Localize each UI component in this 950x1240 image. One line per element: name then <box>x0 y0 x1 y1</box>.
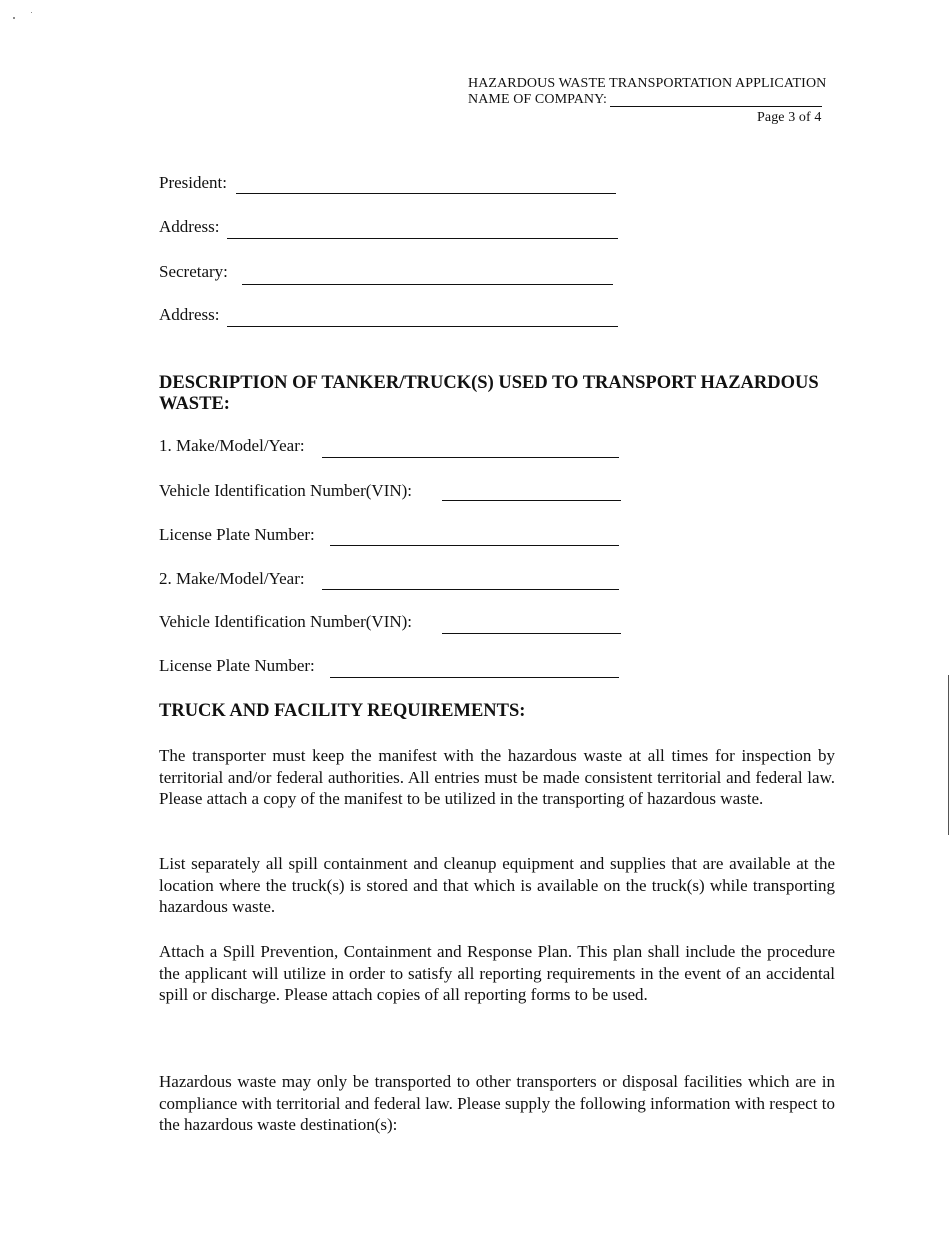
vehicle2-make-label: 2. Make/Model/Year: <box>159 569 305 588</box>
vehicle2-make-field[interactable] <box>322 589 619 590</box>
secretary-address-field[interactable] <box>227 326 618 327</box>
president-address-label: Address: <box>159 217 220 236</box>
president-label: President: <box>159 173 227 192</box>
vehicle-description-heading: DESCRIPTION OF TANKER/TRUCK(S) USED TO TRANSPORT HAZARDOUS <box>159 373 819 393</box>
vehicle1-plate-label: License Plate Number: <box>159 525 315 544</box>
manifest-paragraph: The transporter must keep the manifest with the hazardous waste at all times for inspection by territorial and/or federal authorities. All entries must be made consistent territorial and federal law. Please attach a copy of the manifest to be utilized in the transporting of hazardous waste. <box>159 746 835 809</box>
spill-equipment-paragraph: List separately all spill containment and cleanup equipment and supplies that are available at the location where the truck(s) is stored and that which is available on the truck(s) while transporting hazardous waste. <box>159 854 835 917</box>
vehicle1-make-label: 1. Make/Model/Year: <box>159 436 305 455</box>
scan-edge-mark <box>948 675 949 835</box>
vehicle1-plate-field[interactable] <box>330 545 619 546</box>
vehicle1-vin-label: Vehicle Identification Number(VIN): <box>159 481 413 500</box>
vehicle1-make-field[interactable] <box>322 457 619 458</box>
vehicle1-vin-field[interactable] <box>442 500 621 501</box>
form-title: HAZARDOUS WASTE TRANSPORTATION APPLICATION <box>468 76 827 91</box>
secretary-field[interactable] <box>242 284 613 285</box>
page-number: Page 3 of 4 <box>757 110 822 125</box>
vehicle2-plate-field[interactable] <box>330 677 619 678</box>
company-name-label: NAME OF COMPANY: <box>468 92 608 107</box>
secretary-address-label: Address: <box>159 305 220 324</box>
destination-paragraph: Hazardous waste may only be transported to other transporters or disposal facilities which are in compliance with territorial and federal law. Please supply the following information with respect to the hazardous waste destination(s): <box>159 1072 835 1135</box>
vehicle2-plate-label: License Plate Number: <box>159 656 315 675</box>
scan-speck <box>13 17 15 19</box>
president-address-field[interactable] <box>227 238 618 239</box>
vehicle2-vin-label: Vehicle Identification Number(VIN): <box>159 612 413 631</box>
vehicle2-vin-field[interactable] <box>442 633 621 634</box>
scan-speck <box>31 12 32 13</box>
vehicle-description-heading-cont: WASTE: <box>159 394 230 414</box>
company-name-field[interactable] <box>610 106 822 107</box>
requirements-heading: TRUCK AND FACILITY REQUIREMENTS: <box>159 701 526 721</box>
secretary-label: Secretary: <box>159 262 228 281</box>
president-field[interactable] <box>236 193 616 194</box>
spill-plan-paragraph: Attach a Spill Prevention, Containment and Response Plan. This plan shall include the procedure the applicant will utilize in order to satisfy all reporting requirements in the event of an accidental spill or discharge. Please attach copies of all reporting forms to be used. <box>159 942 835 1005</box>
